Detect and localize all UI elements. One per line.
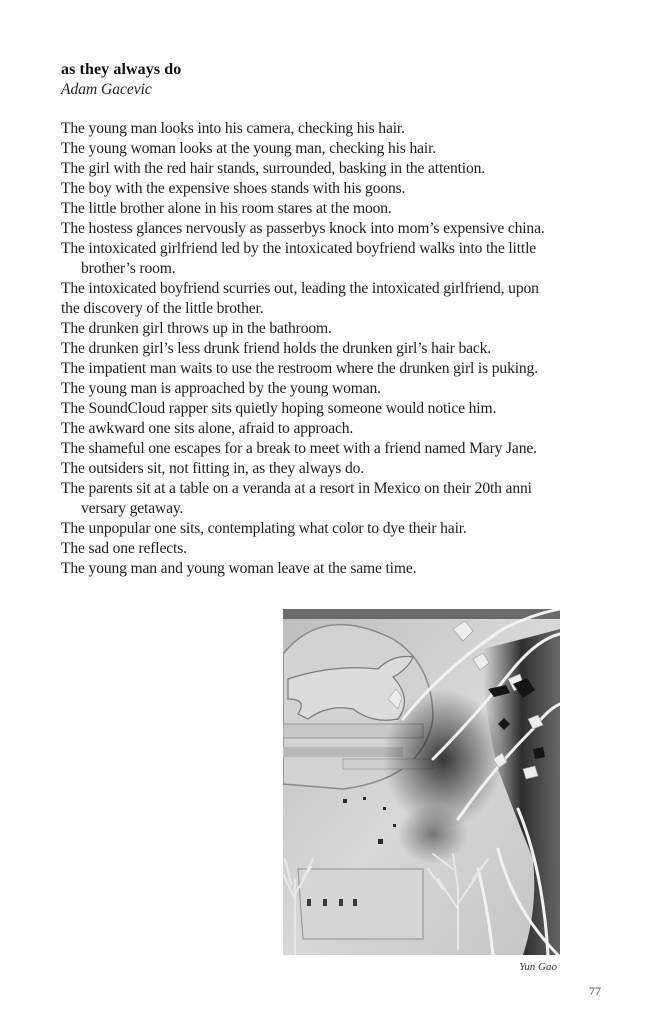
poem-line (61, 179, 601, 199)
poem-line-continuation: brother’s room. (81, 260, 176, 277)
poem-line-text: The young man is approached by the young woman. (61, 380, 381, 397)
poem-line (61, 459, 601, 479)
page-number: 77 (589, 984, 601, 998)
poem-line (61, 139, 601, 159)
poem-line-text: The intoxicated boyfriend scurries out, leading the intoxicated girlfriend, upon (61, 280, 539, 297)
poem-line-text: The awkward one sits alone, afraid to approach. (61, 420, 354, 437)
poem-line (61, 359, 601, 379)
artwork-top-frame (283, 609, 560, 619)
poem-line (61, 559, 601, 579)
poem-line-text: The shameful one escapes for a break to meet with a friend named Mary Jane. (61, 440, 537, 457)
poem-line-text: The drunken girl throws up in the bathroom. (61, 320, 332, 337)
poem-line (61, 219, 601, 239)
paper-cut-artwork (283, 609, 560, 955)
poem-line-text: The young man and young woman leave at the same time. (61, 560, 417, 577)
poem-line-text: The unpopular one sits, contemplating what color to dye their hair. (61, 520, 467, 537)
poem-line (61, 439, 601, 459)
poem-line (61, 119, 601, 139)
poem-line-text: The parents sit at a table on a veranda at a resort in Mexico on their 20th anni (61, 480, 532, 497)
poem-line (61, 339, 601, 359)
poem-line-continuation: the discovery of the little brother. (61, 300, 264, 317)
poem-line (61, 319, 601, 339)
artwork-credit: Yun Gao (519, 961, 557, 973)
poem-author: Adam Gacevic (61, 81, 152, 98)
poem-line-text: The intoxicated girlfriend led by the intoxicated boyfriend walks into the little (61, 240, 537, 257)
poem-line (61, 399, 601, 419)
poem-body (61, 119, 601, 579)
poem-line-text: The young man looks into his camera, checking his hair. (61, 120, 405, 137)
poem-line-text: The girl with the red hair stands, surrounded, basking in the attention. (61, 160, 485, 177)
poem-line (61, 519, 601, 539)
poem-line-text: The drunken girl’s less drunk friend holds the drunken girl’s hair back. (61, 340, 492, 357)
poem-line-text: The sad one reflects. (61, 540, 187, 557)
poem-line (61, 199, 601, 219)
poem-line-text: The young woman looks at the young man, checking his hair. (61, 140, 437, 157)
poem-line (61, 419, 601, 439)
poem-line (61, 539, 601, 559)
poem-line (61, 159, 601, 179)
poem-line-text: The boy with the expensive shoes stands with his goons. (61, 180, 406, 197)
poem-line-text: The outsiders sit, not fitting in, as they always do. (61, 460, 365, 477)
poem-line-text: The little brother alone in his room stares at the moon. (61, 200, 392, 217)
poem-line-continuation: versary getaway. (81, 500, 184, 517)
artwork-image (283, 609, 560, 955)
poem-line (61, 379, 601, 399)
poem-line (61, 279, 601, 319)
poem-line-text: The SoundCloud rapper sits quietly hoping someone would notice him. (61, 400, 497, 417)
poem-line-text: The hostess glances nervously as passerbys knock into mom’s expensive china. (61, 220, 545, 237)
poem-line-text: The impatient man waits to use the restroom where the drunken girl is puking. (61, 360, 538, 377)
poem-title: as they always do (61, 61, 182, 78)
poem-line (61, 479, 601, 519)
poem-line (61, 239, 601, 279)
house-panel (298, 869, 423, 939)
